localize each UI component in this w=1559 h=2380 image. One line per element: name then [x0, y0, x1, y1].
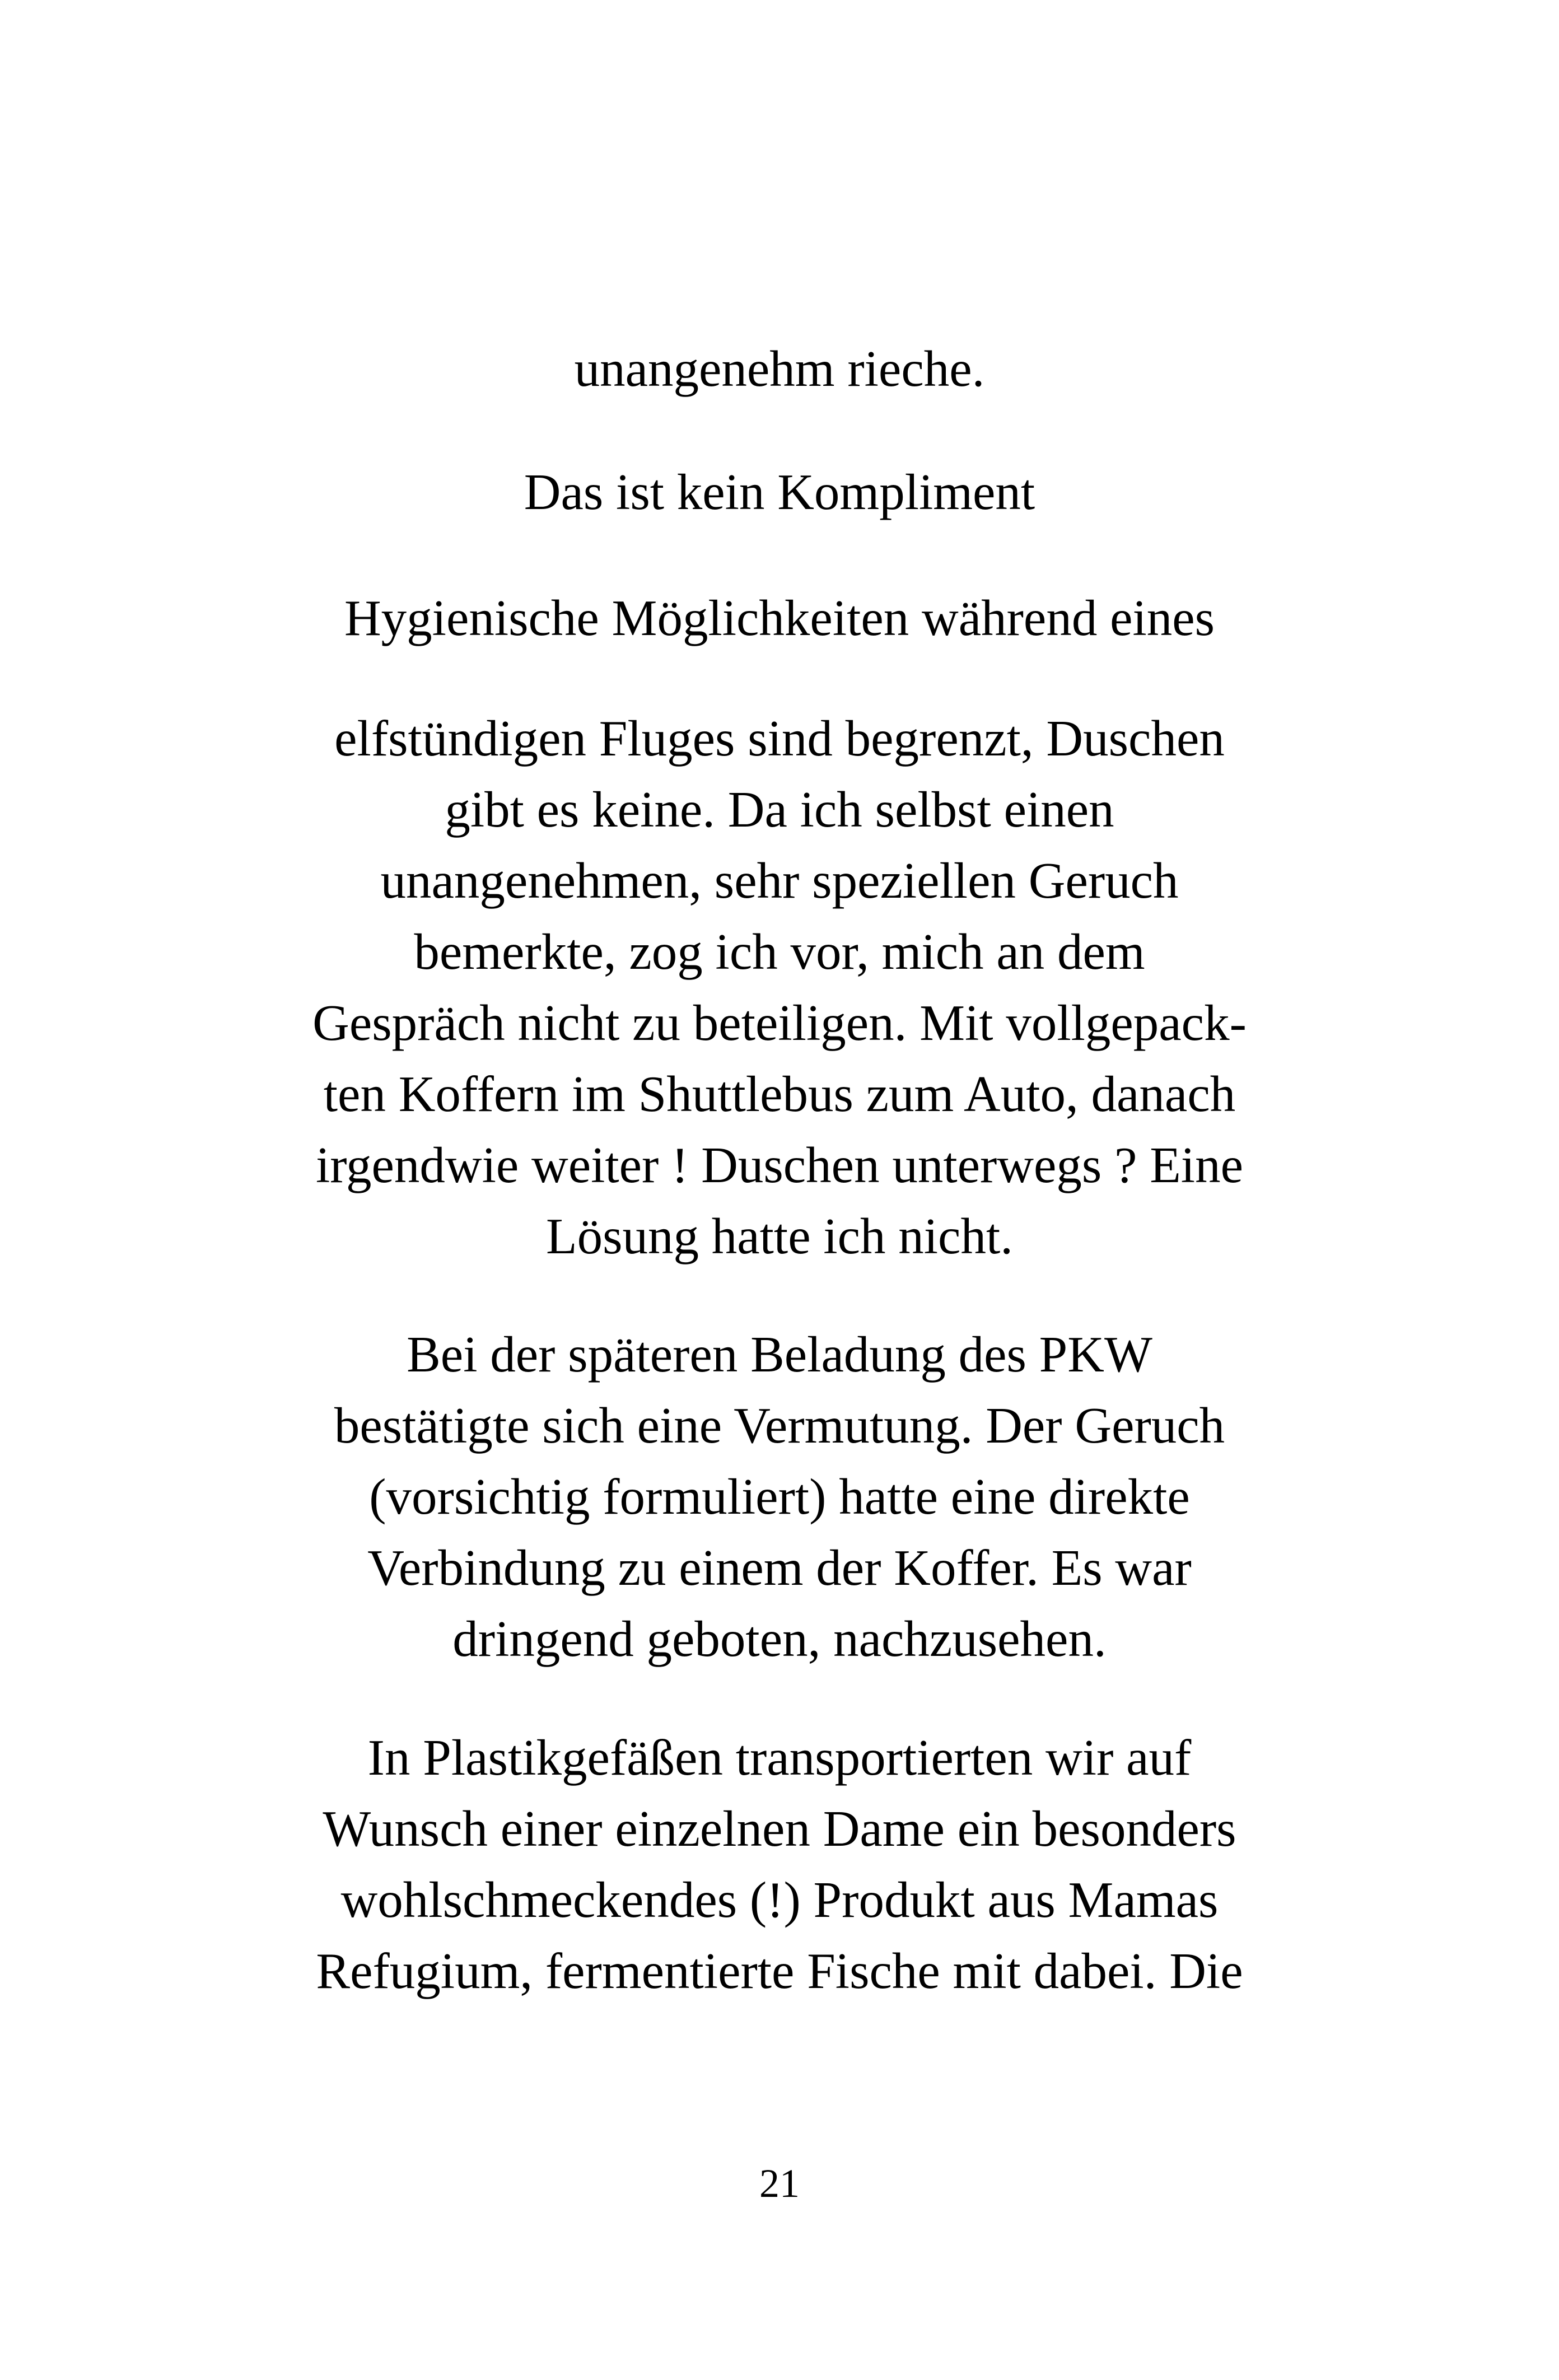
text-line: In Plastikgefäßen transportierten wir auf	[367, 1729, 1192, 1786]
text-line: Wunsch einer einzelnen Dame ein besonders	[323, 1800, 1236, 1857]
text-line: wohlschmeckendes (!) Produkt aus Mamas	[340, 1872, 1219, 1928]
text-line: elfstündigen Fluges sind begrenzt, Duschen	[334, 710, 1225, 767]
paragraph-5	[220, 1319, 1339, 1674]
text-line: Lösung hatte ich nicht.	[546, 1208, 1013, 1264]
text-line: unangenehm rieche.	[574, 340, 985, 397]
text-line: Verbindung zu einem der Koffer. Es war	[367, 1539, 1192, 1596]
paragraph-6	[220, 1722, 1339, 2006]
paragraph-4	[220, 703, 1339, 1272]
text-line: bemerkte, zog ich vor, mich an dem	[414, 923, 1145, 980]
text-line: ten Koffern im Shuttlebus zum Auto, danach	[323, 1066, 1236, 1122]
page-number: 21	[759, 2161, 800, 2206]
text-line: gibt es keine. Da ich selbst einen	[445, 781, 1114, 838]
text-line: irgendwie weiter ! Duschen unterwegs ? Eine	[316, 1137, 1243, 1193]
paragraph-3	[220, 582, 1339, 654]
text-line: bestätigte sich eine Vermutung. Der Geruch	[334, 1397, 1225, 1454]
text-line: Refugium, fermentierte Fische mit dabei. Die	[316, 1943, 1243, 1999]
paragraph-1	[220, 333, 1339, 404]
text-line: Das ist kein Kompliment	[524, 464, 1035, 520]
text-line: dringend geboten, nachzusehen.	[452, 1611, 1107, 1667]
text-line: unangenehmen, sehr speziellen Geruch	[380, 852, 1179, 909]
paragraph-2	[220, 456, 1339, 528]
text-line: Bei der späteren Beladung des PKW	[407, 1326, 1152, 1383]
text-line: Hygienische Möglichkeiten während eines	[344, 590, 1215, 646]
text-line: Gespräch nicht zu beteiligen. Mit vollgepack-	[312, 995, 1247, 1051]
text-line: (vorsichtig formuliert) hatte eine direkte	[369, 1468, 1190, 1525]
